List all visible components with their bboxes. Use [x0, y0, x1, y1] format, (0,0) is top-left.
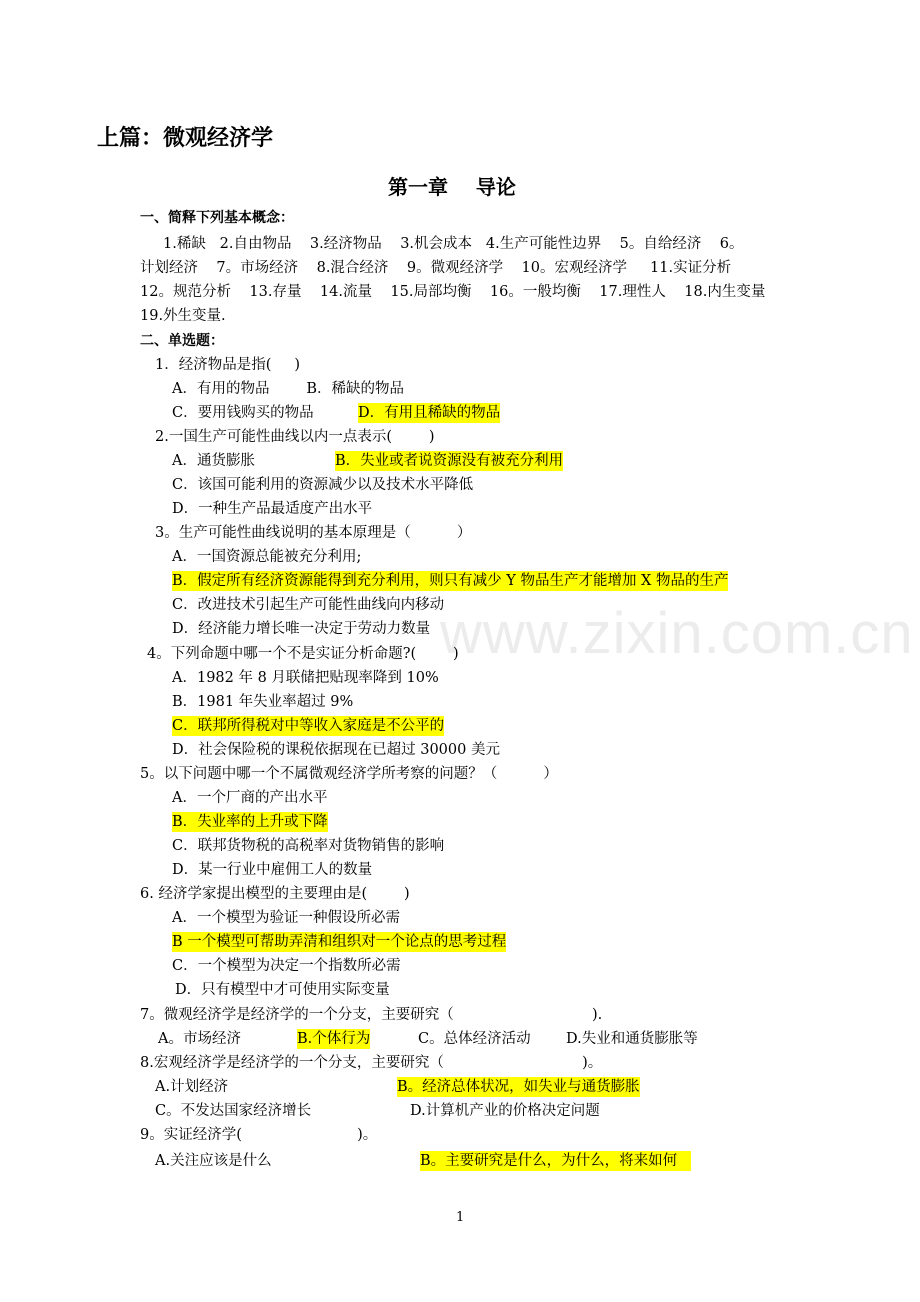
answer-option: B。经济总体状况，如失业与通货膨胀 — [397, 1079, 640, 1095]
concept-line: 计划经济 7。市场经济 8.混合经济 9。微观经济学 10。宏观经济学 11.实证分析 — [140, 260, 732, 276]
option-a: A．通货膨胀 — [172, 453, 255, 469]
question-stem: 8.宏观经济学是经济学的一个分支，主要研究（ )。 — [140, 1055, 603, 1071]
option-d: D．一种生产品最适度产出水平 — [172, 501, 373, 517]
answer-option: B 一个模型可帮助弄清和组织对一个论点的思考过程 — [172, 934, 507, 950]
option-c: C．该国可能利用的资源减少以及技术水平降低 — [172, 477, 474, 493]
option-c: C．要用钱购买的物品 — [172, 405, 314, 421]
option-d: D.计算机产业的价格决定问题 — [410, 1103, 600, 1119]
answer-option: B．假定所有经济资源能得到充分利用，则只有减少 Y 物品生产才能增加 X 物品的生产 — [172, 573, 729, 589]
option-a: A。市场经济 — [158, 1031, 241, 1047]
option-c: C。不发达国家经济增长 — [155, 1103, 312, 1119]
watermark: www.zixin.com.cn — [440, 601, 914, 666]
option-d: D．只有模型中才可使用实际变量 — [175, 982, 390, 998]
option-d: D.失业和通货膨胀等 — [566, 1031, 698, 1047]
question-stem: 5。以下问题中哪一个不属微观经济学所考察的问题？（ ） — [140, 766, 558, 782]
question-stem: 2.一国生产可能性曲线以内一点表示( ) — [155, 429, 435, 445]
question-stem: 4。下列命题中哪一个不是实证分析命题?( ) — [147, 646, 459, 662]
question-stem: 1．经济物品是指( ) — [155, 357, 301, 373]
question-stem: 7。微观经济学是经济学的一个分支，主要研究（ ). — [140, 1007, 603, 1023]
answer-option: B．失业率的上升或下降 — [172, 814, 328, 830]
section-heading-choice: 二、单选题： — [140, 333, 224, 349]
concept-line: 19.外生变量. — [140, 308, 226, 324]
concept-line: 12。规范分析 13.存量 14.流量 15.局部均衡 16。一般均衡 17.理性人 18.内生变量 — [140, 284, 766, 300]
option-a: A．一国资源总能被充分利用; — [172, 549, 362, 565]
option-c: C．一个模型为决定一个指数所必需 — [172, 958, 401, 974]
option-c: C。总体经济活动 — [418, 1031, 531, 1047]
option-a: A．一个模型为验证一种假设所必需 — [172, 910, 400, 926]
question-stem: 9。实证经济学( )。 — [140, 1127, 378, 1143]
option-a: A．一个厂商的产出水平 — [172, 790, 328, 806]
answer-option: B．失业或者说资源没有被充分利用 — [335, 453, 564, 469]
option-line: A．有用的物品 B．稀缺的物品 — [172, 381, 404, 397]
option-d: D．社会保险税的课税依据现在已超过 30000 美元 — [172, 742, 500, 758]
option-c: C．改进技术引起生产可能性曲线向内移动 — [172, 597, 445, 613]
option-c: C．联邦货物税的高税率对货物销售的影响 — [172, 838, 445, 854]
part-title: 上篇：微观经济学 — [97, 126, 274, 151]
answer-option: D．有用且稀缺的物品 — [358, 405, 501, 421]
option-d: D．某一行业中雇佣工人的数量 — [172, 862, 373, 878]
option-a: A．1982 年 8 月联储把贴现率降到 10% — [172, 670, 439, 686]
option-a: A.计划经济 — [155, 1079, 229, 1095]
section-heading-concepts: 一、简释下列基本概念： — [140, 210, 294, 226]
option-a: A.关注应该是什么 — [155, 1153, 272, 1169]
page-number: 1 — [456, 1210, 465, 1225]
option-d: D．经济能力增长唯一决定于劳动力数量 — [172, 621, 431, 637]
answer-option: B.个体行为 — [297, 1031, 371, 1047]
answer-option: C．联邦所得税对中等收入家庭是不公平的 — [172, 718, 445, 734]
concept-line: 1.稀缺 2.自由物品 3.经济物品 3.机会成本 4.生产可能性边界 5。自给经济 6。 — [163, 236, 744, 252]
chapter-title: 第一章 导论 — [388, 175, 516, 199]
option-b: B．1981 年失业率超过 9% — [172, 694, 354, 710]
question-stem: 6. 经济学家提出模型的主要理由是( ) — [140, 886, 410, 902]
question-stem: 3。生产可能性曲线说明的基本原理是（ ） — [155, 525, 472, 541]
answer-option: B。主要研究是什么，为什么，将来如何 — [420, 1153, 691, 1169]
